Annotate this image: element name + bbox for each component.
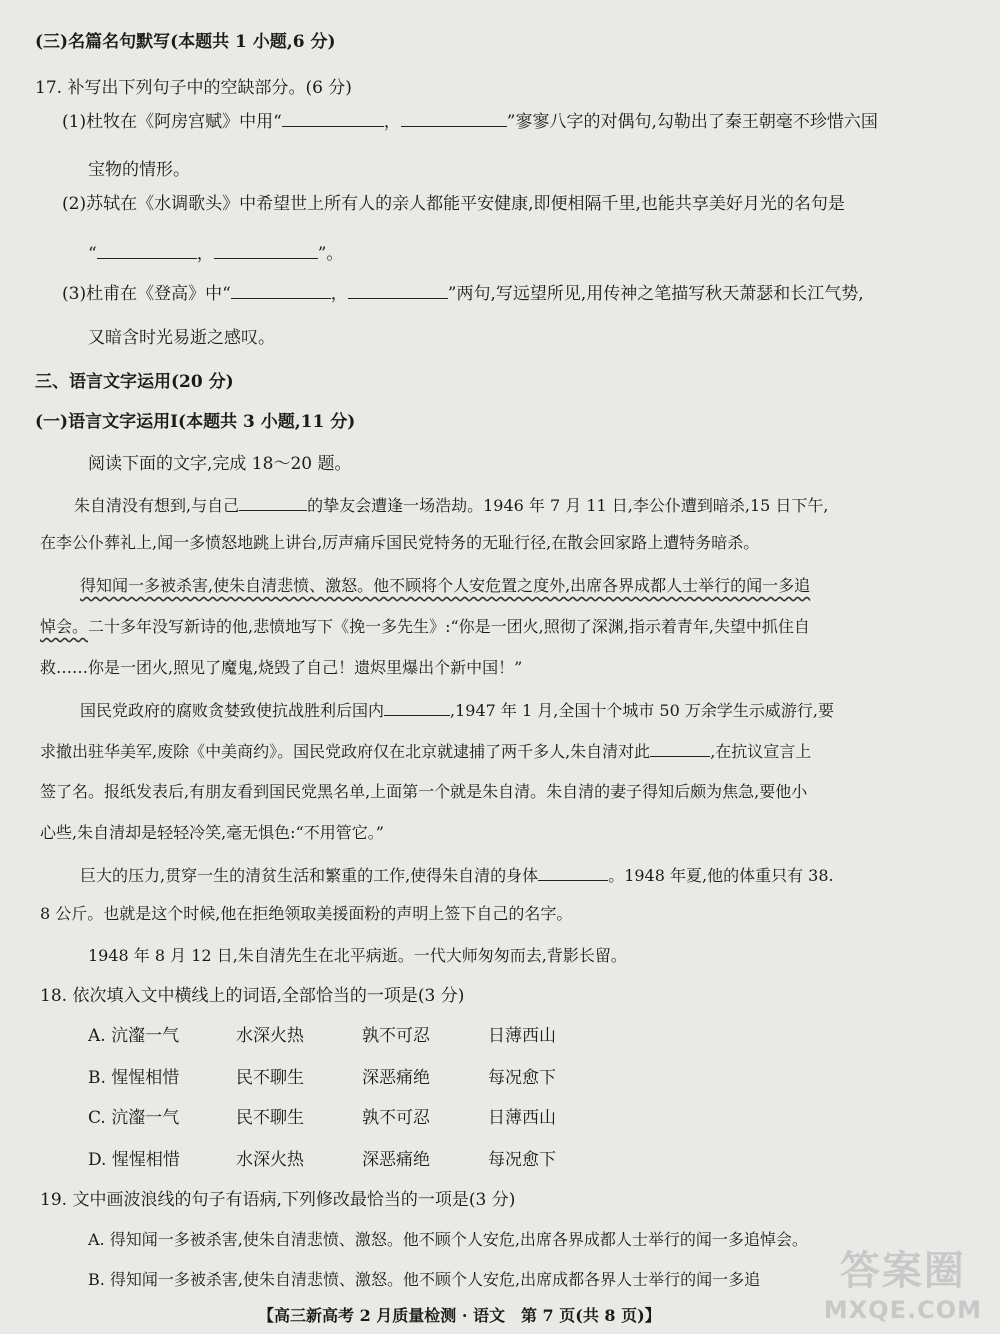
wavy-sentence: 得知闻一多被杀害,使朱自清悲愤、激怒。他不顾将个人安危置之度外,出席各界成都人士举行的闻一多追 — [80, 576, 811, 595]
q17-text: ， — [196, 244, 214, 264]
question-17-stem: 17. 补写出下列句子中的空缺部分。(6 分) — [35, 78, 352, 98]
passage-text: ,1947 年 1 月,全国十个城市 50 万余学生示威游行,要 — [450, 701, 834, 720]
q17-text: ”两句,写远望所见,用传神之笔描写秋天萧瑟和长江气势, — [447, 284, 864, 304]
option-term: 民不聊生 — [236, 1068, 304, 1088]
passage-text: 巨大的压力,贯穿一生的清贫生活和繁重的工作,使得朱自清的身体 — [80, 866, 539, 885]
watermark-logo — [824, 1239, 982, 1324]
q17-text: ”寥寥八字的对偶句,勾勒出了秦王朝毫不珍惜六国 — [506, 112, 878, 132]
passage-line: 8 公斤。也就是这个时候,他在拒绝领取美援面粉的声明上签下自己的名字。 — [40, 904, 573, 923]
option-term: 日薄西山 — [488, 1108, 556, 1128]
option-term: 水深火热 — [236, 1026, 304, 1046]
option-term: 日薄西山 — [488, 1026, 556, 1046]
blank — [282, 108, 384, 127]
passage-text: 。1948 年夏,他的体重只有 38. — [608, 866, 834, 885]
blank — [231, 280, 331, 299]
option-term: 民不聊生 — [236, 1108, 304, 1128]
blank — [538, 862, 608, 881]
blank — [650, 738, 710, 757]
blank — [239, 492, 307, 511]
question-18-stem: 18. 依次填入文中横线上的词语,全部恰当的一项是(3 分) — [40, 986, 465, 1006]
blank — [97, 240, 197, 259]
passage-line — [40, 738, 811, 764]
watermark-title: 答案圈 — [839, 1248, 966, 1294]
passage-line — [80, 862, 834, 888]
q17-text: ， — [330, 284, 348, 304]
q17-item-3 — [62, 280, 864, 306]
option-term: B. 惺惺相惜 — [88, 1068, 180, 1088]
passage-line: 救……你是一团火,照见了魔鬼,烧毁了自己！遗烬里爆出个新中国！” — [40, 658, 523, 677]
passage-text: 二十多年没写新诗的他,悲愤地写下《挽一多先生》:“你是一团火,照彻了深渊,指示着青年,失望中抓住自 — [88, 617, 810, 636]
option-term: 深恶痛绝 — [362, 1150, 430, 1170]
section-title: (三)名篇名句默写(本题共 1 小题,6 分) — [35, 32, 336, 52]
option-term: 孰不可忍 — [362, 1108, 430, 1128]
passage-text: ,在抗议宣言上 — [710, 742, 812, 761]
blank — [214, 240, 318, 259]
passage-line — [80, 697, 834, 723]
passage-line: 心些,朱自清却是轻轻冷笑,毫无惧色:“不用管它。” — [40, 823, 384, 842]
q19-option-a: A. 得知闻一多被杀害,使朱自清悲愤、激怒。他不顾个人安危,出席各界成都人士举行的闻一多追悼会。 — [88, 1230, 808, 1249]
wavy-sentence: 悼会。 — [40, 617, 89, 636]
reading-instruction: 阅读下面的文字,完成 18～20 题。 — [88, 454, 352, 474]
passage-line — [74, 492, 829, 518]
passage-text: 的挚友会遭逢一场浩劫。1946 年 7 月 11 日,李公仆遭到暗杀,15 日下午, — [307, 496, 829, 515]
blank — [384, 697, 450, 716]
option-term: 孰不可忍 — [362, 1026, 430, 1046]
page-footer: 【高三新高考 2 月质量检测 · 语文 第 7 页(共 8 页)】 — [258, 1306, 661, 1325]
option-term: C. 沆瀣一气 — [88, 1108, 180, 1128]
blank — [348, 280, 448, 299]
passage-line: 在李公仆葬礼上,闻一多愤怒地跳上讲台,厉声痛斥国民党特务的无耻行径,在散会回家路上遭特务暗杀。 — [40, 533, 760, 552]
passage-text: 求撤出驻华美军,废除《中美商约》。国民党政府仅在北京就逮捕了两千多人,朱自清对此 — [40, 742, 651, 761]
q17-text: ”。 — [317, 244, 344, 264]
option-term: 深恶痛绝 — [362, 1068, 430, 1088]
subsection-title: (一)语言文字运用Ⅰ(本题共 3 小题,11 分) — [35, 412, 356, 432]
option-term: 每况愈下 — [488, 1068, 556, 1088]
option-term: D. 惺惺相惜 — [88, 1150, 180, 1170]
passage-line: 1948 年 8 月 12 日,朱自清先生在北平病逝。一代大师匆匆而去,背影长留。 — [88, 946, 627, 965]
watermark-url: MXQE.COM — [823, 1296, 982, 1324]
q17-text: (1)杜牧在《阿房宫赋》中用“ — [62, 112, 282, 132]
passage-line — [80, 574, 810, 598]
q17-text: “ — [88, 244, 97, 264]
option-term: 水深火热 — [236, 1150, 304, 1170]
passage-text: 朱自清没有想到,与自己 — [74, 496, 240, 515]
passage-line — [40, 615, 810, 639]
q17-item-1-cont: 宝物的情形。 — [88, 160, 190, 180]
blank — [401, 108, 507, 127]
q17-text: ， — [383, 112, 401, 132]
question-19-stem: 19. 文中画波浪线的句子有语病,下列修改最恰当的一项是(3 分) — [40, 1190, 516, 1210]
q17-item-3-cont: 又暗含时光易逝之感叹。 — [88, 328, 275, 348]
q17-item-1 — [62, 108, 878, 134]
q19-option-b: B. 得知闻一多被杀害,使朱自清悲愤、激怒。他不顾个人安危,出席成都各界人士举行的闻一多追 — [88, 1270, 761, 1289]
q17-item-2: (2)苏轼在《水调歌头》中希望世上所有人的亲人都能平安健康,即便相隔千里,也能共享美好月光的名句是 — [62, 194, 845, 214]
passage-text: 国民党政府的腐败贪婪致使抗战胜利后国内 — [80, 701, 385, 720]
q17-text: (3)杜甫在《登高》中“ — [62, 284, 231, 304]
option-term: A. 沆瀣一气 — [88, 1026, 180, 1046]
option-term: 每况愈下 — [488, 1150, 556, 1170]
part-title: 三、语言文字运用(20 分) — [35, 372, 234, 392]
passage-line: 签了名。报纸发表后,有朋友看到国民党黑名单,上面第一个就是朱自清。朱自清的妻子得知后颇为焦急,要他小 — [40, 782, 808, 801]
q17-item-2-cont — [88, 240, 343, 266]
